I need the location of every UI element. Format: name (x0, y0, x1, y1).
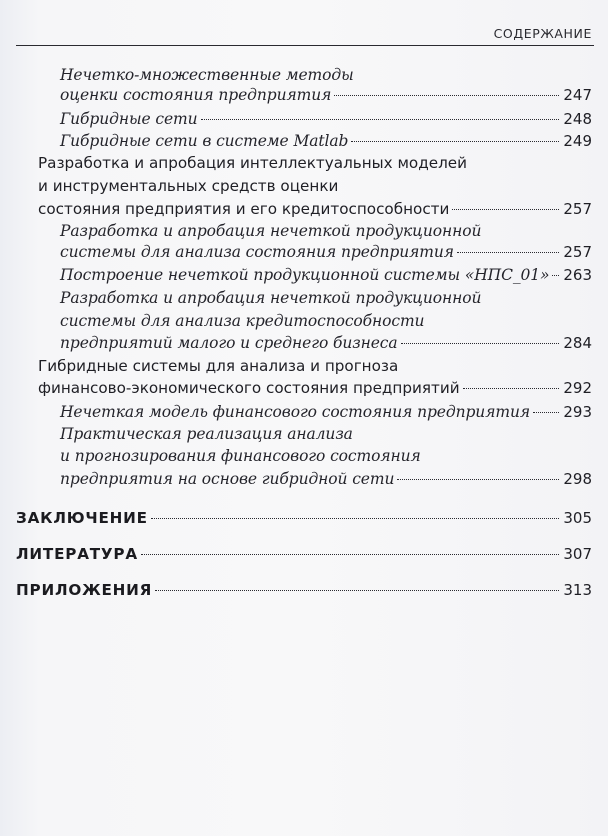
toc-entry-text: финансово-экономического состояния предприятий (38, 379, 460, 397)
page-number: 293 (563, 403, 592, 421)
page-number: 257 (563, 243, 592, 261)
toc-entry-last-line[interactable] (60, 266, 592, 284)
toc-entry-last-line[interactable] (16, 509, 592, 527)
toc-entry-text: Гибридные сети (60, 110, 198, 128)
dot-leader (463, 388, 560, 389)
toc-entry-last-line[interactable] (60, 132, 592, 150)
toc-entry-text: состояния предприятия и его кредитоспособности (38, 200, 450, 218)
page-number: 298 (563, 470, 592, 488)
toc-entry-last-line[interactable] (60, 86, 592, 104)
toc-entry-text: оценки состояния предприятия (60, 86, 332, 104)
toc-entry-line[interactable]: Практическая реализация анализа (60, 425, 353, 443)
dot-leader (141, 554, 559, 555)
toc-chapter-title: ЗАКЛЮЧЕНИЕ (16, 509, 148, 527)
toc-entry-text: предприятия на основе гибридной сети (60, 470, 395, 488)
toc-entry-line[interactable]: Нечетко-множественные методы (60, 66, 354, 84)
toc-entry-last-line[interactable] (38, 200, 592, 218)
toc-entry-text: Гибридные сети в системе Matlab (60, 132, 349, 150)
toc-entry-text: предприятий малого и среднего бизнеса (60, 334, 398, 352)
page-number: 292 (563, 379, 592, 397)
page-number: 257 (563, 200, 592, 218)
dot-leader (351, 141, 559, 142)
toc-entry-line[interactable]: Разработка и апробация нечеткой продукционной (60, 289, 482, 307)
page-number: 284 (563, 334, 592, 352)
toc-entry-text: системы для анализа состояния предприятия (60, 243, 454, 261)
toc-entry-text: Построение нечеткой продукционной системы «НПС_01» (60, 266, 550, 284)
page-number: 313 (563, 581, 592, 599)
toc-entry-last-line[interactable] (60, 334, 592, 352)
toc-entry-last-line[interactable] (60, 110, 592, 128)
toc-entry-text: Нечеткая модель финансового состояния предприятия (60, 403, 530, 421)
page-number: 247 (563, 86, 592, 104)
toc-entry-last-line[interactable] (60, 470, 592, 488)
toc-entry-line[interactable]: Разработка и апробация нечеткой продукционной (60, 222, 482, 240)
toc-chapter-title: ЛИТЕРАТУРА (16, 545, 138, 563)
toc-entry-last-line[interactable] (60, 243, 592, 261)
dot-leader (155, 590, 559, 591)
dot-leader (397, 479, 559, 480)
toc-entry-line[interactable]: и прогнозирования финансового состояния (60, 447, 421, 465)
header-rule (16, 45, 594, 46)
toc-entry-line[interactable]: Разработка и апробация интеллектуальных моделей (38, 154, 467, 172)
toc-chapter-title: ПРИЛОЖЕНИЯ (16, 581, 153, 599)
toc-entry-line[interactable]: системы для анализа кредитоспособности (60, 312, 425, 330)
page-number: 307 (563, 545, 592, 563)
running-head: СОДЕРЖАНИЕ (493, 26, 592, 41)
dot-leader (452, 209, 559, 210)
dot-leader (201, 119, 560, 120)
dot-leader (334, 95, 559, 96)
dot-leader (457, 252, 559, 253)
page-number: 249 (563, 132, 592, 150)
page-number: 248 (563, 110, 592, 128)
toc-entry-line[interactable]: и инструментальных средств оценки (38, 177, 339, 195)
dot-leader (533, 412, 559, 413)
dot-leader (552, 275, 559, 276)
toc-entry-last-line[interactable] (60, 403, 592, 421)
toc-entry-line[interactable]: Гибридные системы для анализа и прогноза (38, 357, 399, 375)
dot-leader (401, 343, 560, 344)
toc-entry-last-line[interactable] (38, 379, 592, 397)
toc-entry-last-line[interactable] (16, 581, 592, 599)
toc-entry-last-line[interactable] (16, 545, 592, 563)
page-number: 263 (563, 266, 592, 284)
dot-leader (151, 518, 560, 519)
page-number: 305 (563, 509, 592, 527)
